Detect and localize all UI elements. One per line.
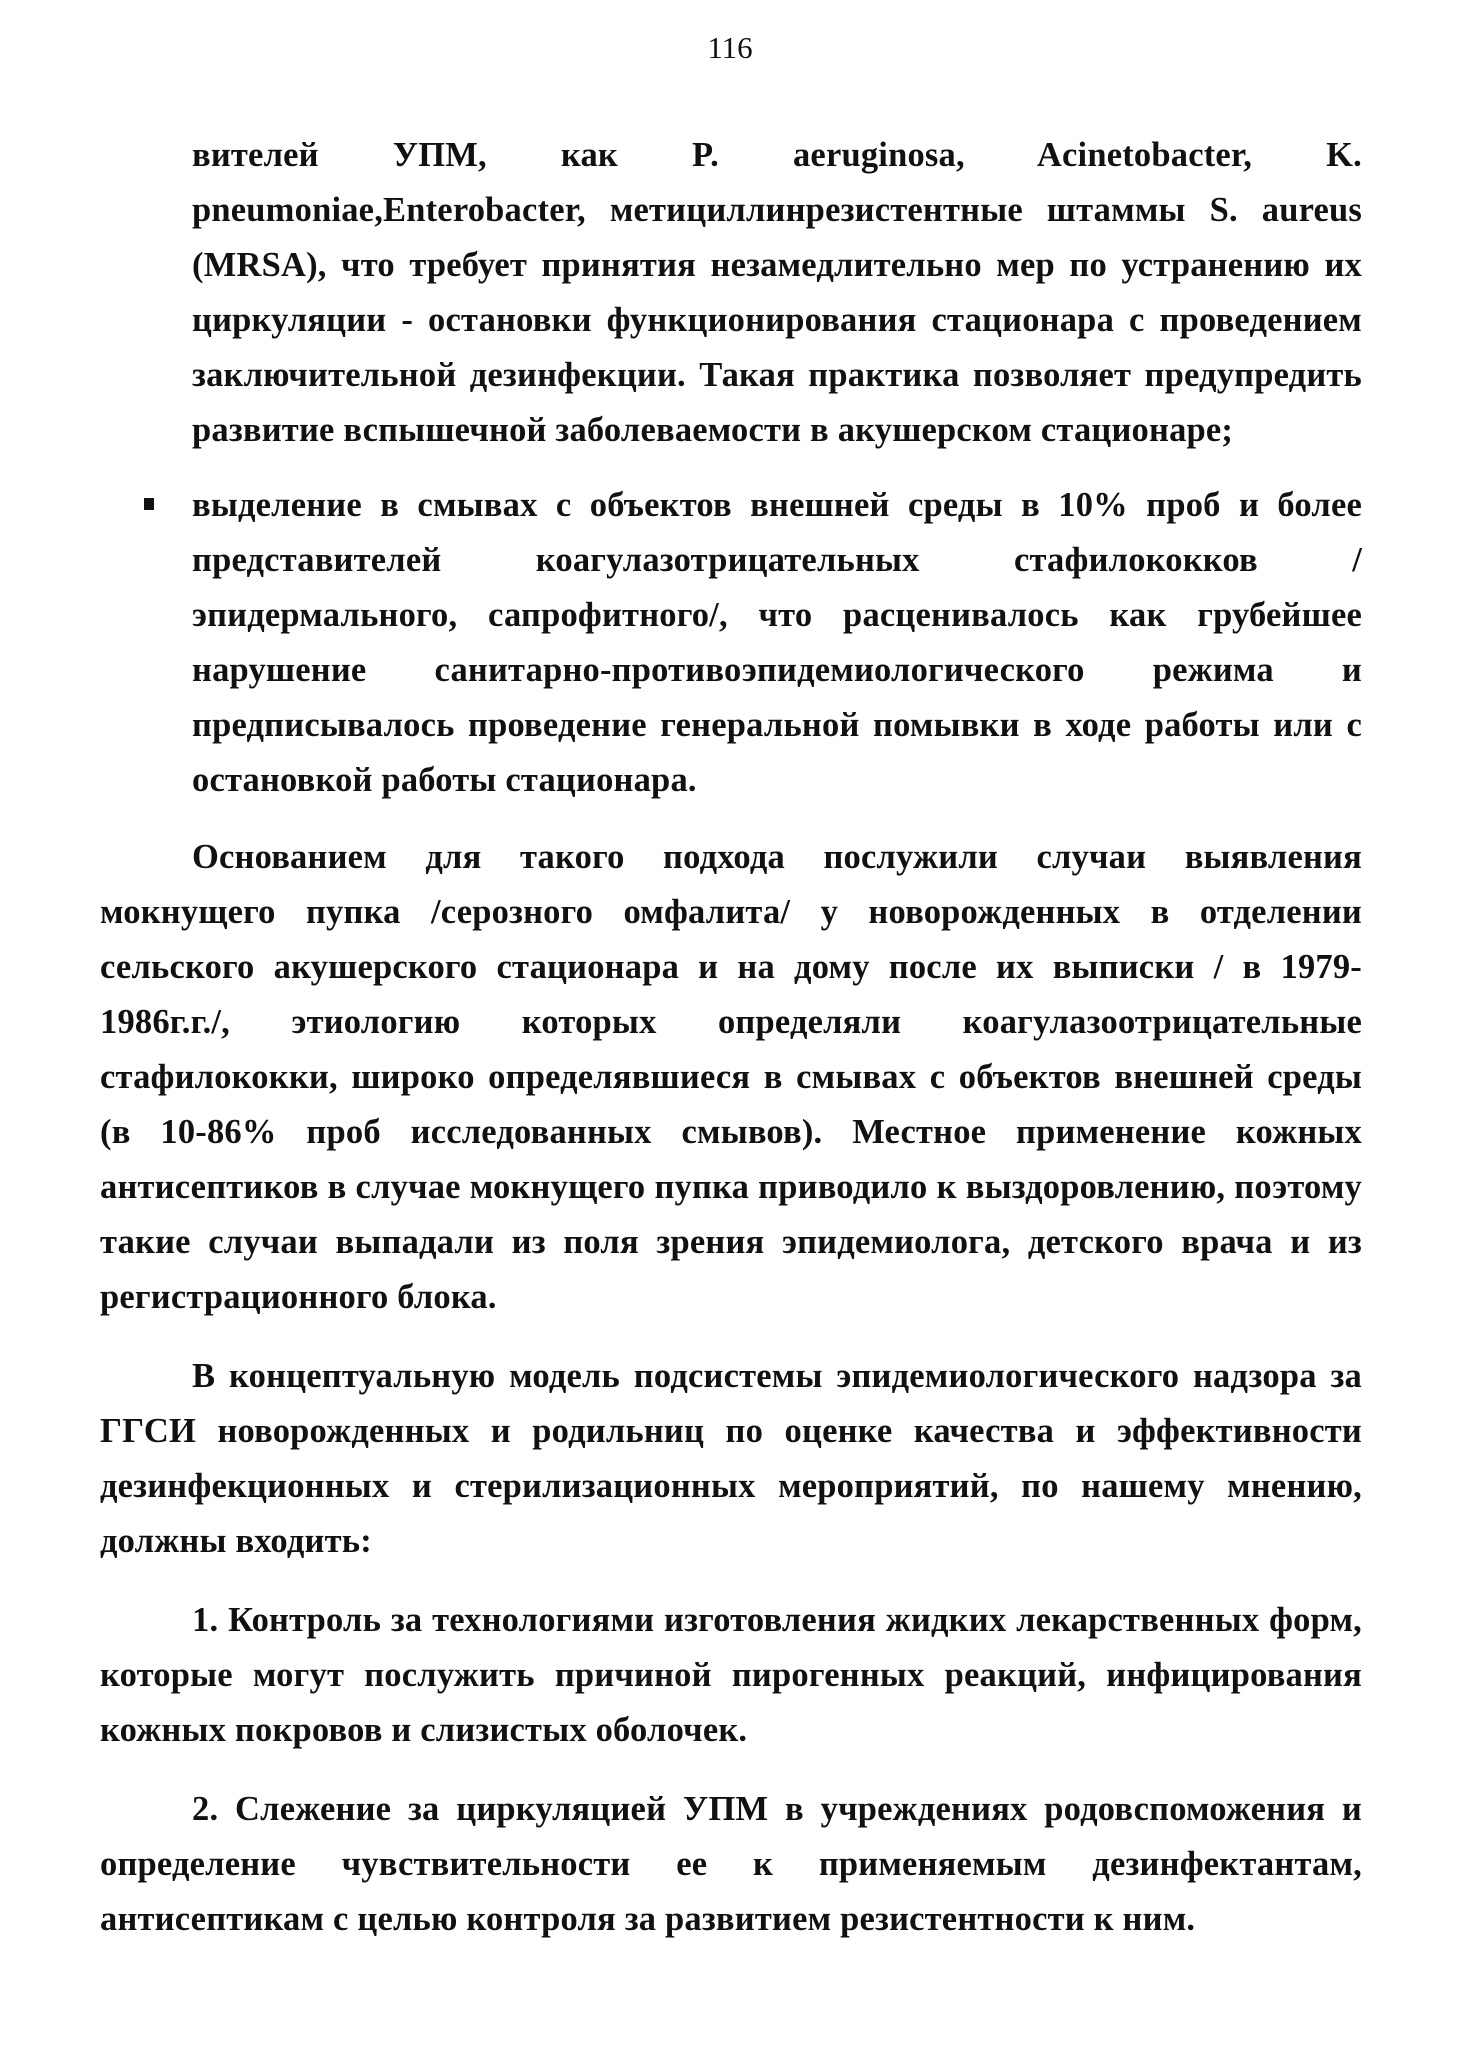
paragraph: В концептуальную модель подсистемы эпидемиологического надзора за ГГСИ новорожденных и родильниц по оценке качества и эффективности дезинфекционных и стерилизационных мероприятий, по нашему мнению, должны входить: bbox=[100, 1357, 1362, 1560]
page-body bbox=[100, 128, 1362, 1947]
numbered-list-item: 1. Контроль за технологиями изготовления жидких лекарственных форм, которые могут послужить причиной пирогенных реакций, инфицирования кожных покровов и слизистых оболочек. bbox=[100, 1601, 1362, 1749]
page-number: 116 bbox=[707, 30, 753, 65]
paragraph: Основанием для такого подхода послужили случаи выявления мокнущего пупка /серозного омфалита/ у новорожденных в отделении сельского акушерского стационара и на дому после их выписки / в 1979-1986г.г./, этиологию которых определяли коагулазоотрицательные стафилококки, широко определявшиеся в смывах с объектов внешней среды (в 10-86% проб исследованных смывов). Местное применение кожных антисептиков в случае мокнущего пупка приводило к выздоровлению, поэтому такие случаи выпадали из поля зрения эпидемиолога, детского врача и из регистрационного блока. bbox=[100, 838, 1362, 1316]
numbered-list-item: 2. Слежение за циркуляцией УПМ в учреждениях родовспоможения и определение чувствительности ее к применяемым дезинфектантам, антисептикам с целью контроля за развитием резистентности к ним. bbox=[100, 1790, 1362, 1938]
bullet-list-item bbox=[100, 478, 1362, 808]
continuation-paragraph: вителей УПМ, как P. aeruginosa, Acinetobacter, K. pneumoniae,Enterobacter, метициллинрезистентные штаммы S. aureus (MRSA), что требует принятия незамедлительно мер по устранению их циркуляции - остановки функционирования стационара с проведением заключительной дезинфекции. Такая практика позволяет предупредить развитие вспышечной заболеваемости в акушерском стационаре; bbox=[192, 136, 1362, 449]
bullet-item-text: выделение в смывах с объектов внешней среды в 10% проб и более представителей коагулазотрицательных стафилококков /эпидермального, сапрофитного/, что расценивалось как грубейшее нарушение санитарно-противоэпидемиологического режима и предписывалось проведение генеральной помывки в ходе работы или с остановкой работы стационара. bbox=[192, 486, 1362, 799]
square-bullet-icon bbox=[144, 498, 154, 510]
